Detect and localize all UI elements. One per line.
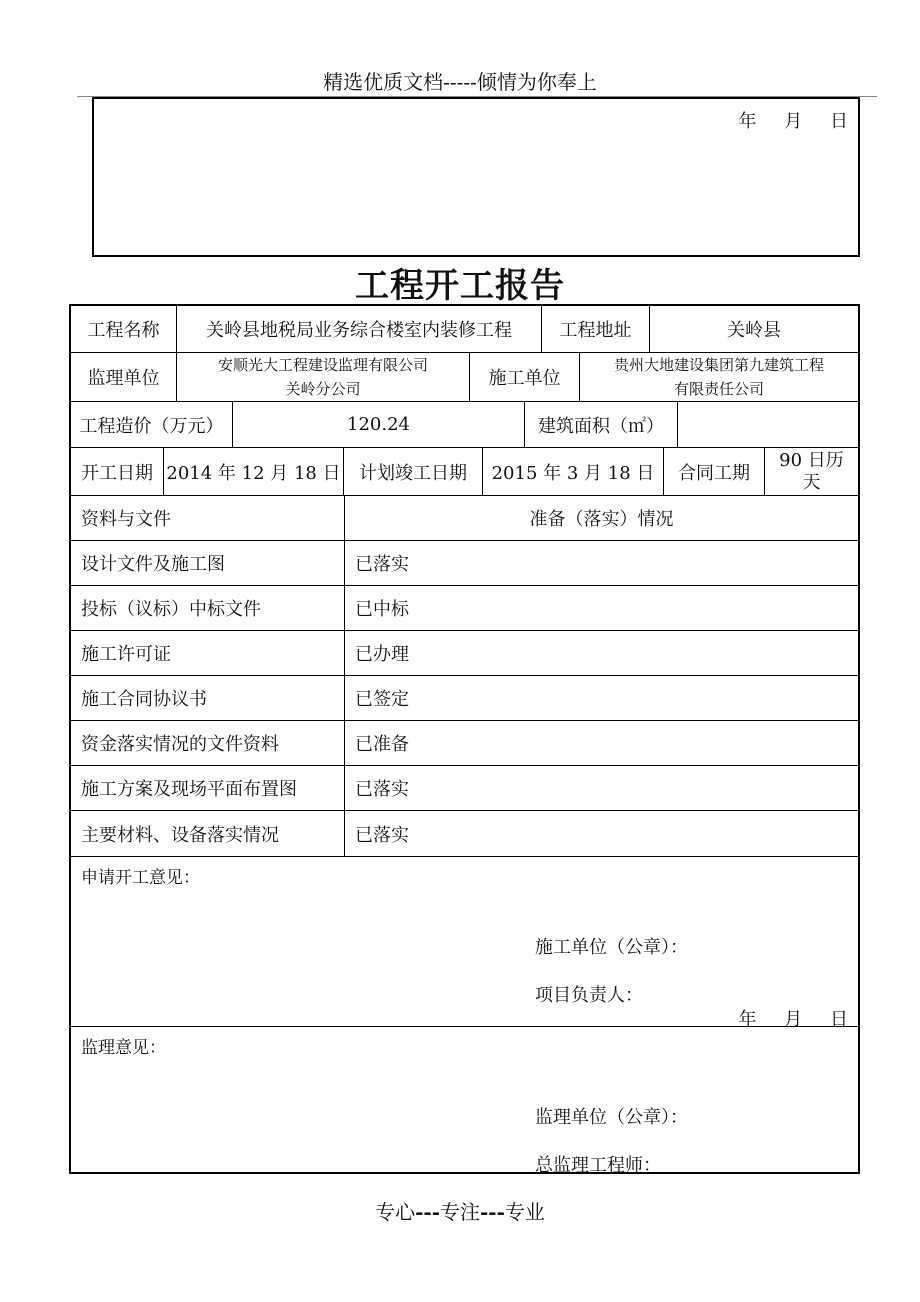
page-footer [0, 1196, 920, 1225]
period-line-1: 90 日历 [779, 449, 844, 471]
cost-value: 120.24 [233, 402, 525, 447]
page-header: 精选优质文档-----倾情为你奉上 [323, 70, 597, 94]
period-line-2: 天 [802, 471, 821, 493]
contractor-line-1: 贵州大地建设集团第九建筑工程 [613, 356, 824, 374]
project-name-value: 关岭县地税局业务综合楼室内装修工程 [177, 306, 542, 352]
address-label: 工程地址 [542, 306, 650, 352]
supervisor-value [177, 353, 470, 401]
doc-item: 施工合同协议书 [71, 676, 345, 720]
period-label: 合同工期 [664, 448, 765, 495]
table-row [71, 676, 858, 721]
application-section [71, 857, 858, 1030]
supervisor-line-2: 关岭分公司 [285, 380, 361, 398]
doc-status: 已中标 [355, 599, 409, 620]
supervisor-line-1: 安顺光大工程建设监理有限公司 [217, 356, 428, 374]
top-date-label: 年 月 日 [738, 111, 848, 132]
top-signature-box [92, 97, 860, 257]
area-label: 建筑面积（㎡） [525, 402, 678, 447]
contractor-seal-label: 施工单位（公章）： [535, 937, 688, 958]
report-form [69, 304, 860, 1174]
table-row [71, 811, 858, 857]
table-row [71, 631, 858, 676]
finish-date-value: 2015 年 3 月 18 日 [483, 448, 664, 495]
row-docs-header [71, 496, 858, 541]
footer-middle: 专注 [440, 1200, 480, 1224]
application-date-label: 年 月 日 [738, 1009, 848, 1030]
doc-status: 已落实 [355, 824, 409, 846]
doc-item: 设计文件及施工图 [71, 541, 345, 585]
chief-engineer-label: 总监理工程师： [535, 1155, 661, 1176]
table-row [71, 766, 858, 811]
page-title: 工程开工报告 [355, 266, 565, 306]
address-value: 关岭县 [727, 320, 781, 341]
doc-item: 投标（议标）中标文件 [71, 586, 345, 630]
cost-label: 工程造价（万元） [71, 402, 233, 447]
footer-dash-1: --- [415, 1200, 440, 1224]
project-name-label: 工程名称 [71, 306, 177, 352]
row-cost [71, 402, 858, 448]
start-date-label: 开工日期 [71, 448, 164, 495]
application-label: 申请开工意见： [81, 868, 200, 888]
area-value [678, 402, 858, 447]
doc-status: 已落实 [355, 554, 409, 575]
doc-status: 已签定 [355, 689, 409, 710]
docs-col1-header: 资料与文件 [71, 496, 345, 540]
docs-col2-header: 准备（落实）情况 [529, 509, 674, 530]
footer-prefix: 专心 [375, 1200, 416, 1224]
contractor-line-2: 有限责任公司 [673, 380, 764, 398]
period-value [765, 448, 858, 495]
supervision-section [71, 1027, 858, 1176]
table-row [71, 721, 858, 766]
doc-item: 资金落实情况的文件资料 [71, 721, 345, 765]
contractor-label: 施工单位 [470, 353, 580, 401]
supervisor-label: 监理单位 [71, 353, 177, 401]
doc-item: 施工方案及现场平面布置图 [71, 766, 345, 810]
doc-item: 施工许可证 [71, 631, 345, 675]
doc-status: 已落实 [355, 779, 409, 800]
doc-status: 已准备 [355, 734, 409, 755]
table-row [71, 586, 858, 631]
supervision-label: 监理意见： [81, 1038, 166, 1058]
row-project-name [71, 306, 858, 353]
footer-dash-2: --- [480, 1200, 505, 1224]
table-row [71, 541, 858, 586]
doc-status: 已办理 [355, 644, 409, 665]
start-date-value: 2014 年 12 月 18 日 [164, 448, 344, 495]
row-units [71, 353, 858, 402]
project-manager-label: 项目负责人： [535, 985, 643, 1006]
contractor-value [580, 353, 858, 401]
finish-date-label: 计划竣工日期 [344, 448, 483, 495]
doc-item: 主要材料、设备落实情况 [71, 811, 345, 856]
supervisor-seal-label: 监理单位（公章）： [535, 1107, 688, 1128]
row-dates [71, 448, 858, 496]
footer-suffix: 专业 [504, 1200, 545, 1224]
